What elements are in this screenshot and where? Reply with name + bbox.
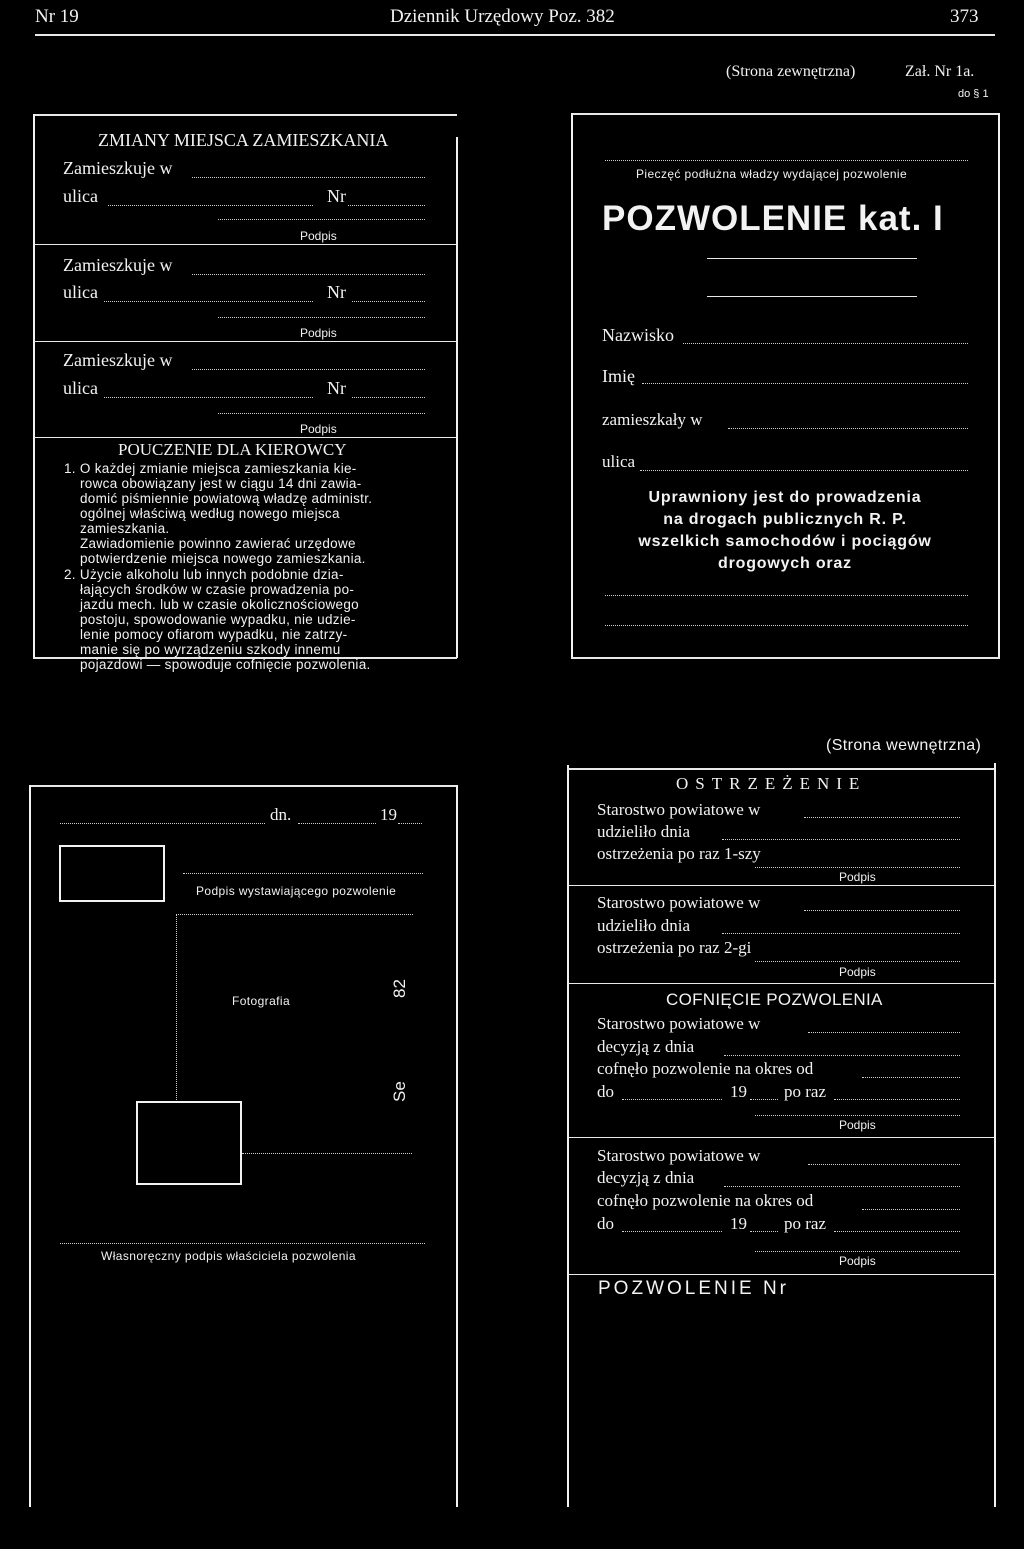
instruction-line-10: jazdu mech. lub w czasie okolicznościowego	[80, 597, 359, 612]
instruction-line-7: potwierdzenie miejsca nowego zamieszkania.	[80, 551, 366, 566]
entitled-line-1: Uprawniony jest do prowadzenia	[648, 489, 922, 506]
right-panel-right-border	[994, 763, 996, 1507]
signature-field-1[interactable]	[218, 219, 425, 220]
lives-field-2[interactable]	[192, 274, 425, 275]
street-field-1[interactable]	[108, 205, 313, 206]
date-dn-label: dn.	[270, 805, 292, 824]
r1-until-field[interactable]	[622, 1099, 722, 1100]
instruction-line-9: łających środków w czasie prowadzenia po-	[80, 582, 355, 597]
instruction-line-2: rowca obowiązany jest w ciągu 14 dni zawia-	[80, 476, 362, 491]
r1-office-label: Starostwo powiatowe w	[597, 1014, 761, 1033]
nr-field-3[interactable]	[352, 397, 425, 398]
issuer-signature-label: Podpis wystawiającego pozwolenie	[196, 884, 397, 898]
cover-top-border	[571, 113, 1000, 115]
r1-office-field[interactable]	[808, 1032, 960, 1033]
journal-title: Dziennik Urzędowy Poz. 382	[390, 6, 615, 27]
r1-from-field[interactable]	[862, 1077, 960, 1078]
r2-times-label: po raz	[784, 1214, 827, 1233]
title-rule-2	[707, 296, 917, 297]
street-label-2: ulica	[63, 282, 98, 302]
instruction-line-1: 1. O każdej zmianie miejsca zamieszkania kie-	[64, 461, 357, 476]
instructions-title: POUCZENIE DLA KIEROWCY	[118, 440, 347, 459]
nr-field-2[interactable]	[352, 301, 425, 302]
street-label-1: ulica	[63, 186, 98, 206]
r2-revoked-label: cofnęło pozwolenie na okres od	[597, 1191, 814, 1210]
entitled-line-3: wszelkich samochodów i pociągów	[638, 533, 932, 550]
instruction-line-5: zamieszkania.	[80, 521, 170, 536]
surname-field[interactable]	[683, 343, 968, 344]
stamp-box	[59, 845, 165, 902]
date-day-field[interactable]	[298, 823, 376, 824]
surname-label: Nazwisko	[602, 325, 674, 345]
instruction-line-6: Zawiadomienie powinno zawierać urzędowe	[80, 536, 356, 551]
w2-warning-label: ostrzeżenia po raz 2-gi	[597, 938, 752, 957]
instruction-line-13: manie się po wyrządzeniu szkody innemu	[80, 642, 341, 657]
entry-divider-1	[33, 244, 457, 245]
w2-granted-label: udzieliło dnia	[597, 916, 691, 935]
cover-left-border	[571, 113, 573, 658]
nr-label-3: Nr	[327, 378, 346, 398]
r2-office-field[interactable]	[808, 1164, 960, 1165]
r1-times-field[interactable]	[834, 1099, 960, 1100]
panel-top-border	[33, 114, 457, 116]
r2-year-field[interactable]	[750, 1231, 778, 1232]
instruction-line-12: lenie pomocy ofiarom wypadku, nie zatrzy-	[80, 627, 348, 642]
photo-label: Fotografia	[232, 994, 291, 1008]
right-panel-top-border	[567, 768, 994, 770]
w2-granted-field[interactable]	[722, 933, 960, 934]
r2-from-field[interactable]	[862, 1209, 960, 1210]
w1-granted-field[interactable]	[722, 839, 960, 840]
r1-until-label: do	[597, 1082, 614, 1101]
changes-title: ZMIANY MIEJSCA ZAMIESZKANIA	[98, 130, 389, 150]
seal-side-line	[242, 1153, 412, 1154]
revocation-title: COFNIĘCIE POZWOLENIA	[666, 990, 883, 1009]
outer-side-label: (Strona zewnętrzna)	[726, 63, 856, 80]
panel-left-border	[33, 114, 35, 658]
instruction-line-3: domić piśmiennie powiatową władzę administr.	[80, 491, 373, 506]
stamp-series: Se	[390, 1081, 409, 1102]
r2-office-label: Starostwo powiatowe w	[597, 1146, 761, 1165]
r2-signature-label: Podpis	[839, 1254, 876, 1268]
vehicle-field-2[interactable]	[605, 625, 968, 626]
instruction-line-4: ogólnej właściwą według nowego miejsca	[80, 506, 340, 521]
lives-field-3[interactable]	[192, 369, 425, 370]
annex-label: Zał. Nr 1a.	[905, 63, 975, 80]
r1-times-label: po raz	[784, 1082, 827, 1101]
w2-office-field[interactable]	[804, 910, 960, 911]
nr-field-1[interactable]	[348, 205, 425, 206]
residence-label: zamieszkały w	[602, 410, 703, 429]
instruction-line-11: postoju, spowodowanie wypadku, nie udzie-	[80, 612, 356, 627]
street-label-cover: ulica	[602, 452, 636, 471]
permit-number-divider	[567, 1274, 994, 1275]
permit-title: POZWOLENIE kat. I	[602, 199, 944, 238]
issuer-signature-field[interactable]	[183, 873, 423, 874]
lives-label-1: Zamieszkuje w	[63, 158, 173, 178]
inner-side-label: (Strona wewnętrzna)	[826, 737, 982, 754]
r2-until-field[interactable]	[622, 1231, 722, 1232]
r2-signature-field[interactable]	[755, 1251, 960, 1252]
instruction-line-8: 2. Użycie alkoholu lub innych podobnie dzia-	[64, 567, 344, 582]
seal-box	[136, 1101, 242, 1185]
photo-frame-top	[176, 914, 413, 915]
photo-frame-left	[176, 914, 177, 1100]
signature-field-2[interactable]	[218, 317, 425, 318]
w1-office-label: Starostwo powiatowe w	[597, 800, 761, 819]
r2-times-field[interactable]	[834, 1231, 960, 1232]
r1-decision-label: decyzją z dnia	[597, 1037, 695, 1056]
r2-until-label: do	[597, 1214, 614, 1233]
entry-divider-2	[33, 341, 457, 342]
street-field-2[interactable]	[104, 301, 313, 302]
signature-label-3: Podpis	[300, 422, 337, 436]
first-name-field[interactable]	[642, 383, 968, 384]
r1-year-field[interactable]	[750, 1099, 778, 1100]
w1-granted-label: udzieliło dnia	[597, 822, 691, 841]
w2-office-label: Starostwo powiatowe w	[597, 893, 761, 912]
w1-signature-field[interactable]	[755, 867, 960, 868]
page-number-right: 373	[950, 6, 979, 27]
header-rule	[35, 34, 995, 36]
w1-warning-label: ostrzeżenia po raz 1-szy	[597, 844, 761, 863]
r2-decision-label: decyzją z dnia	[597, 1168, 695, 1187]
lives-field-1[interactable]	[192, 177, 425, 178]
r1-signature-field[interactable]	[755, 1115, 960, 1116]
paragraph-ref: do § 1	[958, 88, 989, 100]
warnings-divider-2	[567, 983, 994, 984]
lives-label-3: Zamieszkuje w	[63, 350, 173, 370]
signature-field-3[interactable]	[218, 413, 425, 414]
r2-year-label: 19	[730, 1214, 747, 1233]
owner-signature-field[interactable]	[60, 1243, 425, 1244]
lives-label-2: Zamieszkuje w	[63, 255, 173, 275]
entry-divider-3	[33, 437, 457, 438]
signature-label-1: Podpis	[300, 229, 337, 243]
residence-field[interactable]	[728, 428, 968, 429]
date-place-field[interactable]	[60, 823, 265, 824]
r1-year-label: 19	[730, 1082, 747, 1101]
date-year-field[interactable]	[398, 823, 422, 824]
r1-decision-field[interactable]	[724, 1055, 960, 1056]
cover-bottom-border	[571, 657, 1000, 659]
revocation-divider	[567, 1137, 994, 1138]
entitled-line-2: na drogach publicznych R. P.	[663, 511, 907, 528]
vehicle-field-1[interactable]	[605, 595, 968, 596]
owner-signature-label: Własnoręczny podpis właściciela pozwolenia	[101, 1249, 356, 1263]
w1-office-field[interactable]	[804, 817, 960, 818]
nr-label-1: Nr	[327, 186, 346, 206]
w2-signature-label: Podpis	[839, 965, 876, 979]
street-field-3[interactable]	[104, 397, 313, 398]
panel-right-border	[456, 137, 458, 658]
right-panel-left-border	[567, 765, 569, 1507]
title-rule-1	[707, 258, 917, 259]
photo-panel-right-border	[456, 785, 458, 1507]
w1-signature-label: Podpis	[839, 870, 876, 884]
instruction-line-14: pojazdowi — spowoduje cofnięcie pozwolenia.	[80, 657, 371, 672]
seal-label: Pieczęć podłużna władzy wydającej pozwolenie	[636, 167, 908, 181]
page-number-left: Nr 19	[35, 6, 79, 27]
r1-signature-label: Podpis	[839, 1118, 876, 1132]
street-field-cover[interactable]	[640, 470, 968, 471]
street-label-3: ulica	[63, 378, 98, 398]
permit-number-label: POZWOLENIE Nr	[598, 1278, 790, 1299]
entitled-line-4: drogowych oraz	[718, 555, 852, 572]
seal-field[interactable]	[605, 160, 968, 161]
photo-panel-left-border	[29, 785, 31, 1507]
first-name-label: Imię	[602, 366, 635, 386]
stamp-number: 82	[390, 979, 409, 998]
w2-signature-field[interactable]	[755, 961, 960, 962]
r1-revoked-label: cofnęło pozwolenie na okres od	[597, 1059, 814, 1078]
r2-decision-field[interactable]	[724, 1186, 960, 1187]
cover-right-border	[998, 113, 1000, 658]
date-year-label: 19	[380, 805, 397, 824]
warnings-divider-1	[567, 885, 994, 886]
nr-label-2: Nr	[327, 282, 346, 302]
warnings-title: OSTRZEŻENIE	[676, 774, 867, 793]
signature-label-2: Podpis	[300, 326, 337, 340]
photo-panel-top-border	[29, 785, 457, 787]
